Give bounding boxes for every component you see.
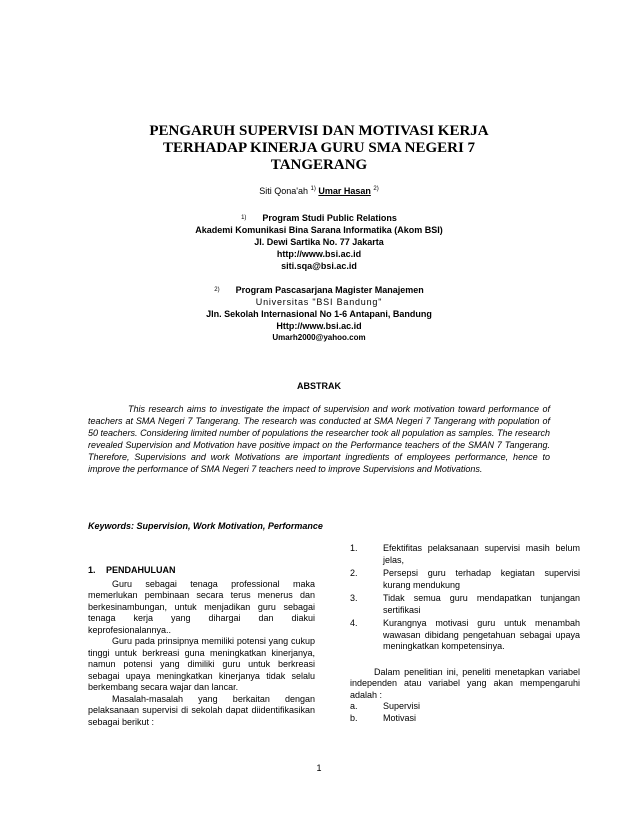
affiliation-2-program: Program Pascasarjana Magister Manajemen — [235, 285, 424, 295]
author-1-mark: 1) — [310, 186, 316, 192]
variable-text: Supervisi — [383, 701, 421, 711]
title-line-2: TERHADAP KINERJA GURU SMA NEGERI 7 — [162, 140, 476, 156]
affiliation-2-email: Umarh2000@yahoo.com — [272, 333, 366, 342]
list-number: 2. — [350, 568, 358, 578]
list-item — [350, 568, 580, 591]
affiliation-1-mark: 1) — [241, 215, 247, 221]
section-number: 1. — [88, 565, 96, 575]
affiliation-1-web: http://www.bsi.ac.id — [276, 249, 362, 259]
list-item — [350, 618, 580, 653]
list-number: 1. — [350, 543, 358, 553]
list-item — [350, 543, 580, 566]
affiliation-2-address: Jln. Sekolah Internasional No 1-6 Antapani, Bandung — [206, 309, 432, 319]
affiliation-1-academy: Akademi Komunikasi Bina Sarana Informatika (Akom BSI) — [195, 225, 443, 235]
affiliation-1-program: Program Studi Public Relations — [262, 213, 397, 223]
variable-letter: a. — [350, 701, 358, 711]
list-text: Efektifitas pelaksanaan supervisi masih belum jelas, — [383, 543, 580, 565]
right-column — [350, 543, 580, 724]
affiliation-2-web: Http://www.bsi.ac.id — [276, 321, 362, 331]
title-line-1: PENGARUH SUPERVISI DAN MOTIVASI KERJA — [149, 123, 489, 139]
paragraph-2: Guru pada prinsipnya memiliki potensi yang cukup tinggi untuk berkreasi guna meningkatkan kinerjanya, namun potensi yang dimiliki guru untuk berkreasi sebagai upaya meningkatkan kinerjanya tidak selalu berkembang secara wajar dan lancar. — [88, 636, 315, 692]
affiliation-1-address: Jl. Dewi Sartika No. 77 Jakarta — [254, 237, 384, 247]
paper-title — [120, 123, 518, 174]
affiliation-2 — [0, 284, 638, 344]
author-2: Umar Hasan — [318, 186, 371, 196]
list-number: 3. — [350, 593, 358, 603]
list-number: 4. — [350, 618, 358, 628]
affiliation-1-email: siti.sqa@bsi.ac.id — [281, 261, 357, 271]
affiliation-2-mark: 2) — [214, 287, 220, 293]
left-column — [88, 565, 315, 728]
paragraph-variables: Dalam penelitian ini, peneliti menetapkan variabel independen atau variabel yang akan mempengaruhi adalah : — [350, 666, 580, 700]
list-text: Tidak semua guru mendapatkan tunjangan sertifikasi — [383, 593, 580, 615]
author-line — [0, 186, 638, 196]
affiliation-1 — [0, 212, 638, 272]
list-item — [350, 593, 580, 616]
author-1: Siti Qona'ah — [259, 186, 308, 196]
section-heading — [88, 565, 315, 577]
variable-letter: b. — [350, 712, 358, 723]
list-text: Kurangnya motivasi guru untuk menambah wawasan dibidang pengetahuan sebagai upaya meningkatkan kompetensinya. — [383, 618, 580, 651]
abstract-text: This research aims to investigate the impact of supervision and work motivation toward performance of teachers at SMA Negeri 7 Tangerang. The research was conducted at SMA Negeri 7 Tangerang with population of 50 teachers. Considering limited number of populations the researcher took all population as samples. The research revealed Supervision and Motivation have positive impact on the Performance teachers of the SMAN 7 Tangerang. Therefore, Supervisions and work Motivations are important ingredients of employees performance, hence to improve the performance of SMA Negeri 7 teachers need to improve Supervisions and Motivations. — [88, 404, 550, 474]
page-number: 1 — [316, 763, 322, 773]
variable-item — [350, 701, 580, 713]
paragraph-3: Masalah-masalah yang berkaitan dengan pelaksanaan supervisi di sekolah dapat diidentifikasikan sebagai berikut : — [88, 693, 315, 727]
keywords: Keywords: Supervision, Work Motivation, Performance — [88, 521, 323, 531]
title-line-3: TANGERANG — [270, 157, 368, 173]
variable-item — [350, 713, 580, 725]
paragraph-1: Guru sebagai tenaga professional maka memerlukan pembinaan secara terus menerus dan berkesinambungan, untuk menjadikan guru sebagai tenaga kerja yang dihargai dan diakui keprofesionalannya.. — [88, 578, 315, 635]
variable-text: Motivasi — [383, 712, 417, 723]
section-title: PENDAHULUAN — [106, 565, 176, 575]
author-2-mark: 2) — [373, 186, 379, 192]
abstract-heading: ABSTRAK — [297, 381, 341, 391]
affiliation-2-university: Universitas "BSI Bandung" — [255, 297, 383, 307]
list-text: Persepsi guru terhadap kegiatan supervisi kurang mendukung — [383, 568, 580, 590]
